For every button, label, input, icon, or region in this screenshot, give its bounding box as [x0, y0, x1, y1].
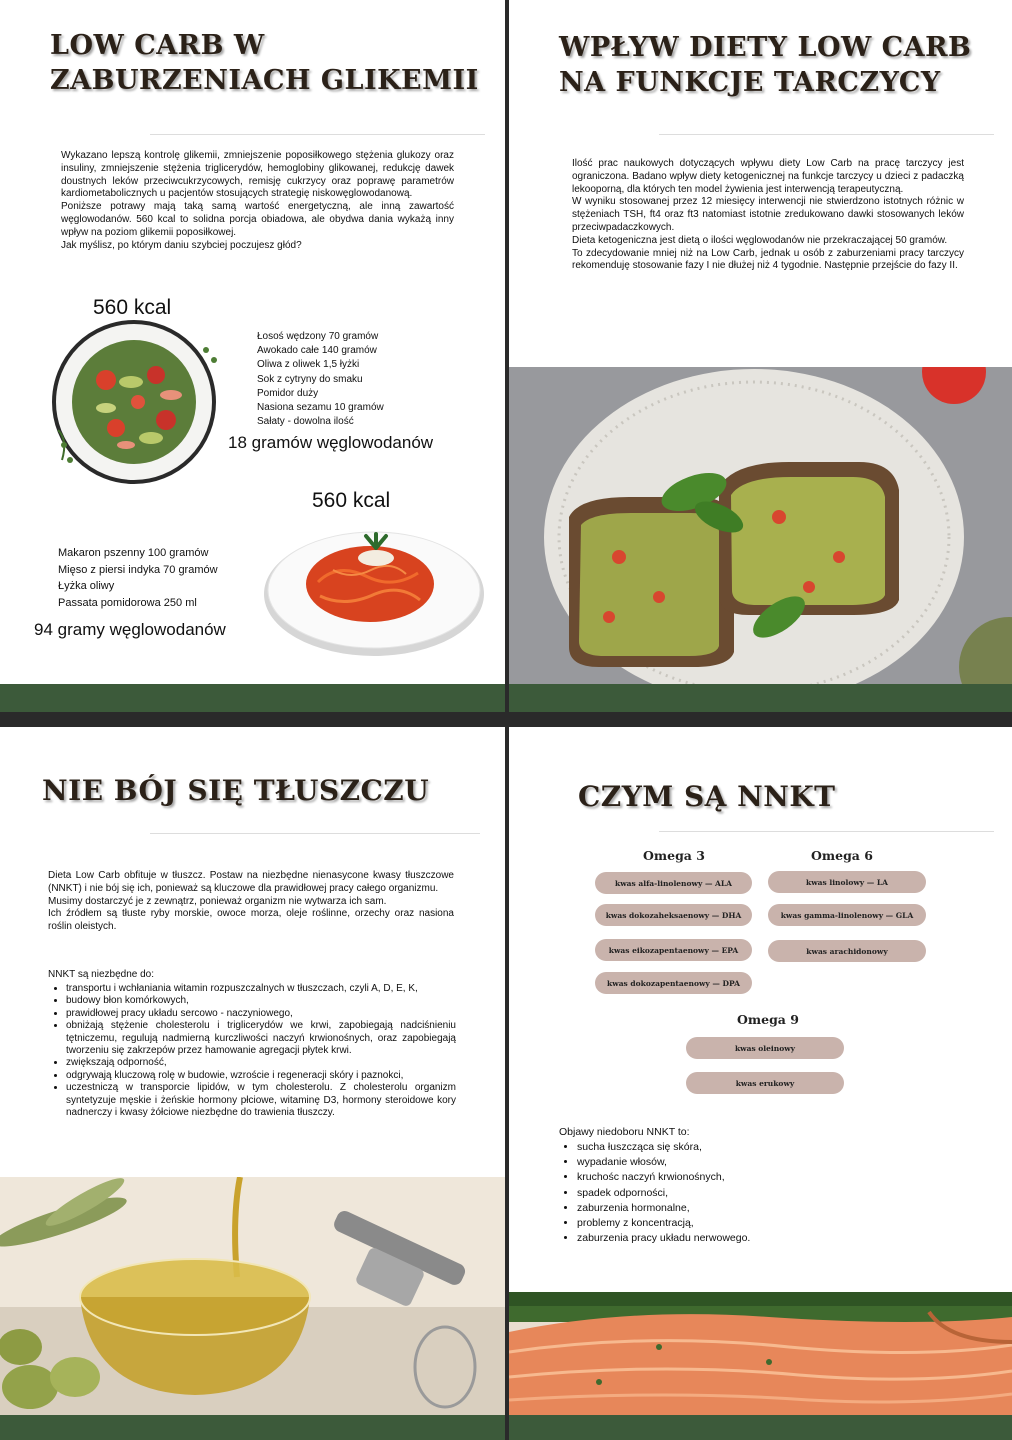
footer-band [0, 684, 505, 712]
footer-band [0, 1415, 505, 1440]
list-item: • spadek odporności, [577, 1186, 877, 1201]
list-item: • kruchośc naczyń krwionośnych, [577, 1170, 877, 1185]
omega3-pill: kwas dokozaheksaenowy — DHA [595, 904, 752, 926]
omega6-pill: kwas gamma-linolenowy — GLA [768, 904, 926, 926]
omega6-pill: kwas arachidonowy [768, 940, 926, 962]
ingredient: Awokado całe 140 gramów [257, 345, 377, 357]
meal1-kcal: 560 kcal [93, 296, 172, 319]
pasta-image [258, 512, 490, 662]
title-line-2: ZABURZENIACH GLIKEMII [50, 65, 479, 97]
intro-text [61, 150, 454, 252]
meal2-ingredients [58, 545, 218, 611]
ingredient: Sałaty - dowolna ilość [257, 416, 354, 428]
meal1-ingredients [257, 330, 384, 429]
footer-band [509, 1415, 1012, 1440]
intro-paragraph: Poniższe potrawy mają taką samą wartość energetyczną, ale inną zawartość węglowodanów. 560 kcal to solidna porcja obiadowa, ale obydwa dania wykażą inny wpływ na poziom glikemii poposiłkowej. [61, 201, 454, 238]
deficiency-intro: Objawy niedoboru NNKT to: [559, 1126, 690, 1138]
footer-band [509, 684, 1012, 712]
title-rule [150, 134, 485, 135]
omega6-heading: Omega 6 [811, 848, 873, 863]
page-tluszcz [0, 727, 505, 1440]
omega9-pill: kwas oleinowy [686, 1037, 844, 1059]
page-low-carb-glikemia [0, 0, 505, 712]
omega3-pill: kwas eikozapentaenowy — EPA [595, 939, 752, 961]
list-intro: NNKT są niezbędne do: [48, 969, 154, 980]
nnkt-functions-list [48, 983, 456, 1119]
paragraph: Ich źródłem są tłuste ryby morskie, owoce morza, oleje roślinne, orzechy oraz nasiona roślin oleistych. [48, 908, 454, 933]
omega3-heading: Omega 3 [643, 848, 705, 863]
meal2-carbs: 94 gramy węglowodanów [34, 620, 226, 639]
paragraph: Dieta ketogeniczna jest dietą o ilości węglowodanów nie przekraczającej 50 gramów. [572, 234, 948, 246]
page-title [50, 28, 479, 98]
list-item: • wypadanie włosów, [577, 1155, 877, 1170]
intro-paragraph: Wykazano lepszą kontrolę glikemii, zmniejszenie poposiłkowego stężenia glukozy oraz insuliny, zmniejszenie stężenia triglicerydów, hemoglobiny glikowanej, redukcję dawek doustnych leków przeciwcukrzycowych, remisję cukrzycy oraz poprawę parametrów kardiometabolicznych u pacjentów stosujących strategię niskowęglowodanową. [61, 150, 454, 200]
ingredient: Pomidor duży [257, 387, 319, 399]
salmon-image [509, 1292, 1012, 1415]
paragraph: To zdecydowanie mniej niż na Low Carb, jednak u osób z zaburzeniami pracy tarczycy rekomenduję stosowanie fazy I nie dłużej niż 4 tygodnie. Następnie przejście do fazy II. [572, 247, 964, 272]
omega3-pill: kwas dokozapentaenowy — DPA [595, 972, 752, 994]
list-item: • problemy z koncentracją, [577, 1216, 877, 1231]
title-rule [150, 833, 480, 834]
ingredient: Łyżka oliwy [58, 580, 115, 592]
page-nnkt [509, 727, 1012, 1440]
ingredient: Łosoś wędzony 70 gramów [257, 331, 379, 342]
meal2-kcal: 560 kcal [312, 489, 391, 512]
list-item: • zaburzenia pracy układu nerwowego. [577, 1231, 877, 1246]
page-divider-horizontal [0, 712, 1012, 727]
title-rule [659, 134, 994, 135]
title-line-1: WPŁYW DIETY LOW CARB [559, 32, 972, 63]
title-line-1: LOW CARB W [50, 30, 265, 61]
list-item: • sucha łuszcząca się skóra, [577, 1140, 877, 1155]
thyroid-text [572, 158, 964, 273]
list-item: • zwiększają odporność, [66, 1057, 456, 1069]
list-item: • uczestniczą w transporcie lipidów, w tym cholesterolu. Z cholesterolu organizm syntetyzuje męskie i żeńskie hormony płciowe, witaminę D3, hormony steroidowe kory nadnerczy i kwasy żółciowe niezbędne do trawienia tłuszczy. [66, 1082, 456, 1119]
intro-question: Jak myślisz, po którym daniu szybciej poczujesz głód? [61, 239, 302, 251]
ingredient: Passata pomidorowa 250 ml [58, 596, 197, 609]
omega9-heading: Omega 9 [737, 1012, 799, 1027]
avocado-toast-image [509, 367, 1012, 684]
ingredient: Makaron pszenny 100 gramów [58, 547, 209, 559]
page-title: CZYM SĄ NNKT [578, 780, 836, 813]
salad-image [46, 320, 226, 490]
page-tarczyca [509, 0, 1012, 712]
title-rule [659, 831, 994, 832]
paragraph: Musimy dostarczyć je z zewnątrz, ponieważ organizm nie wytwarza ich sam. [48, 895, 387, 907]
list-item: • prawidłowej pracy układu sercowo - naczyniowego, [66, 1008, 456, 1020]
page-title [559, 30, 971, 100]
omega3-pill: kwas alfa-linolenowy — ALA [595, 872, 752, 894]
meal1-carbs: 18 gramów węglowodanów [228, 433, 434, 452]
paragraph: W wyniku stosowanej przez 12 miesięcy interwencji nie stwierdzono istotnych różnic w stężeniach TSH, ft4 oraz ft3 natomiast istotnie zredukowano dawki stosowanych leków przeciwpadaczkowych. [572, 196, 964, 233]
fat-text [48, 870, 454, 934]
deficiency-list [559, 1140, 877, 1246]
list-item: • transportu i wchłaniania witamin rozpuszczalnych w tłuszczach, czyli A, D, E, K, [66, 983, 456, 995]
omega9-pill: kwas erukowy [686, 1072, 844, 1094]
paragraph: Ilość prac naukowych dotyczących wpływu diety Low Carb na pracę tarczycy jest ograniczona. Badano wpływ diety ketogenicznej na funkcje tarczycy u dzieci z padaczką lekooporną, dla których ten model żywienia jest interwencją terapeutyczną. [572, 158, 964, 195]
ingredient: Nasiona sezamu 10 gramów [257, 402, 384, 414]
ingredient: Sok z cytryny do smaku [257, 373, 363, 385]
list-item: • odgrywają kluczową rolę w budowie, wzroście i regeneracji skóry i paznokci, [66, 1070, 456, 1082]
ingredient: Mięso z piersi indyka 70 gramów [58, 563, 218, 576]
paragraph: Dieta Low Carb obfituje w tłuszcz. Postaw na niezbędne nienasycone kwasy tłuszczowe (NNKT) i nie bój się ich, ponieważ są kluczowe dla prawidłowej pracy całego organizmu. [48, 870, 454, 894]
omega6-pill: kwas linolowy — LA [768, 871, 926, 893]
list-item: • obniżają stężenie cholesterolu i triglicerydów we krwi, zapobiegają nadciśnieniu tętniczemu, regulują nadmierną kurczliwości naczyń krwionośnych, oraz zapobiegają tworzeniu się zakrzepów przez hamowanie agregacji płytek krwi. [66, 1020, 456, 1057]
list-item: • budowy błon komórkowych, [66, 995, 456, 1007]
ingredient: Oliwa z oliwek 1,5 łyżki [257, 359, 360, 371]
page-title: NIE BÓJ SIĘ TŁUSZCZU [42, 774, 430, 807]
list-item: • zaburzenia hormonalne, [577, 1201, 877, 1216]
olive-oil-image [0, 1177, 505, 1415]
title-line-2: NA FUNKCJE TARCZYCY [559, 67, 941, 99]
